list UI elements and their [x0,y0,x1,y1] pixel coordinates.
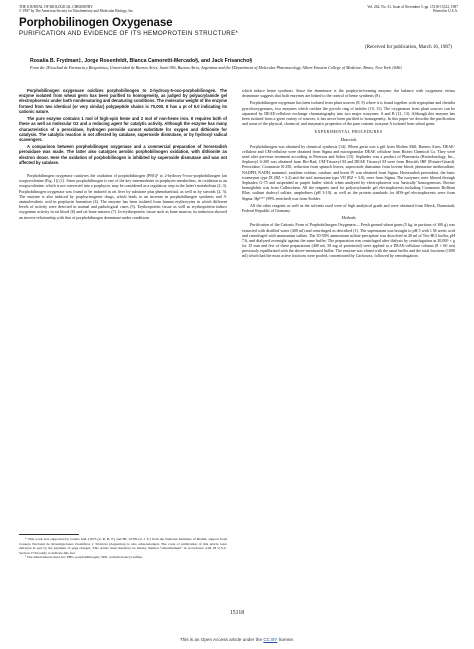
subsection-heading-materials: Materials [340,136,357,142]
abstract-paragraph: Porphobilinogen oxygenase oxidizes porphobilinogen to 2-hydroxy-5-oxo-porphobilinogen. The enzyme isolated from wheat germ has been purified to homogeneity, as judged by polyacrylamide gel electrophoresis under both nondenaturing and denaturing conditions. The molecular weight of the enzyme formed from two identical (or very similar) polypeptide chains is 70,000. It has a pI of 9.0 indicating its cationic nature. [19,88,227,114]
license-suffix: license. [278,637,295,642]
subsection-heading-methods: Methods [341,215,356,221]
copyright-line: © 1987 by The American Society for Biochemistry and Molecular Biology, Inc. [19,9,134,14]
article-subtitle: PURIFICATION AND EVIDENCE OF ITS HEMOPROTEIN STRUCTURE* [19,30,239,37]
journal-header [19,5,219,14]
journal-name: THE JOURNAL OF BIOLOGICAL CHEMISTRY [19,5,93,9]
license-link[interactable]: CC BY [263,637,278,642]
right-column [242,88,455,261]
footnotes [19,537,227,560]
footnote-funding: * This work was supported by Grants GM-11973 (to R. B. F.) and HL-12359 (to J. F.) from the National Institutes of Health, support from Consejo Nacional de Investigaciones Científicas y Técnicas (Argentina) is also acknowledged. The costs of publication of this article were defrayed in part by the payment of page charges. This article must therefore be hereby marked "advertisement" in accordance with 18 U.S.C. Section 1734 solely to indicate this fact. [19,537,227,555]
printed-line: Printed in U.S.A. [433,9,458,14]
intro-paragraph: Porphobilinogen oxygenase catalyzes the oxidation of porphobilinogen (PBG)¹ to 2-hydroxy-5-oxo-porphobilinogen (an oxopyrrolenine (Fig. 1)) (1). Since porphobilinogen is one of the key intermediates in porphyrin metabolism, its oxidation to an oxopyrrolenine, which is not converted into a porphyrin, may be considered as a regulatory step in the latter's metabolism (2, 3). Porphobilinogen oxygenase was found to be induced in rat liver by substrate plus phenobarbital, as well as by steroids (2, 3). The enzyme is also induced by porphyrinogenic drugs, which leads to an increase in porphobilinogen synthesis and 5-aminolevulinic acid in porphyrin formation (4). The enzyme has been isolated from human erythrocytes in which different levels of activity were detected in normal and pathological cases (5). Erythropoietic tissue as well as erythropoietin induce oxygenase activity in rat blood (6) and rat bone marrow (7). In erythropoietic tissue such as bone marrow, its induction showed an inverse relationship with that of porphobilinogen deaminase under conditions [19,173,227,220]
materials-paragraph: Porphobilinogen was obtained by chemical synthesis (14). Wheat germ was a gift from Molino Mill, Buenos Aires. DEAE-cellulose and CM-cellulose were obtained from Sigma and microgranular DEAE cellulose from Bioteo Chemical Co. They were used after previous treatment according to Peterson and Sober (15). Sephadex was a product of Pharmacia (Biotechnology, Inc., Sephacryl S-200 was obtained from Bio-Rad, CM-Trisacryl M and DEAE Trisacryl M were from Réactifs IBF (Pointet-Girard). Peroxidase, Coomassie R-250, reduction from spinach leaves, superoxide dismutase from bovine blood, phenazine methosulfate, NADPH, NADH, mannitol, xanthine oxidase, catalase, and horse IV was obtained from Sigma. Horseradish peroxidase, the basic isoenzyme type IX (RZ = 3.2) and the acid isoenzyme type VII (RZ = 3.0), were from Sigma. The isozymes were filtered through Sephadex G-75 and suspended in purple buffer which when analyzed by electrophoresis was 'basically' homogeneous. Bovine hemoglobin was from Calbiochem. All the reagents used for polyacrylamide gel electrophoresis including Coomassie Brilliant Blue, sodium dodecyl sulfate, ampholines (pH 3-10), as well as the protein standards for SDS-gel electrophoresis were from Sigma. Hp¹⁵⁷⁰ (99% enriched) was from Stohler. [242,143,455,201]
intro-paragraph: Porphobilinogen oxygenase has been isolated from plant sources (8, 9) where it is found together with tryptophan and chenilia pyrrolooxygenases, two enzymes which oxidize the pyrrole ring of indoles (10, 11). The oxygenases from plant sources can be separated by DEAE-cellulose exchange chromatography into two major isozymes: A and B (12, 13). Although this enzyme has been isolated from a great variety of sources, it has never been purified to homogeneity. In this paper we describe the purification and some of the physical, chemical, and enzymatic properties of the pure cationic isozyme A isolated from wheat germ. [242,100,455,127]
page-number: 15118 [229,610,245,616]
article-title: Porphobilinogen Oxygenase [19,17,173,29]
abstract-paragraph: The pure enzyme contains 1 mol of high-spin heme and 2 mol of non-heme iron. It requires both of these as well as molecular O2 and a reducing agent for catalytic activity. Although the enzyme has many characteristics of a peroxidase, hydrogen peroxide cannot substitute for oxygen and dithionite for catalysis. The catalytic reaction is not affected by catalase, superoxide dismutase, or by hydroxyl radical scavengers. [19,116,227,142]
author-affiliation: From the ‡Facultad de Farmacia y Bioquímica, Universidad de Buenos Aires, Junín 956, Buenos Aires, Argentina and the §Department of Molecular Pharmacology, Albert Einstein College of Medicine, Bronx, New York 10461 [30,65,403,70]
volume-header [278,5,458,14]
abstract-paragraph: A comparison between porphobilinogen oxygenase and a commercial preparation of horseradish peroxidase was made. The latter also catalyzes aerobic porphobilinogen oxidation, with dithionite as electron donor. Here the oxidation of porphobilinogen is inhibited by superoxide dismutase and was not affected by catalase. [19,144,227,165]
received-date: (Received for publication, March 16, 1987) [364,45,452,50]
volume-line: Vol. 262, No. 31, Issue of November 5, pp. 15118-15122, 1987 [367,5,458,9]
footnote-abbreviations: ¹ The abbreviations used are: PBG, porphobilinogen; SDS, sodium dodecyl sulfate. [25,555,143,560]
license-footer [0,637,474,642]
intro-continuation: which induce heme synthesis. Since the deaminase is the porphyrin-forming enzyme, the balance with oxygenase versus deaminase suggests that both enzymes are linked to the control of heme synthesis (8). [242,88,455,99]
methods-paragraph: Purification of the Cationic Form of Porphobilinogen Oxygenase— Fresh ground wheat germ (5 kg, in portions of 100 g) was extracted with distilled water (400 ml) and centrifuged as described (1). The supernatant was brought to pH 5 with 1 M acetic acid and centrifuged with ammonium sulfate. The 30-50% ammonium sulfate precipitate was dissolved in 40 ml of Tris-HCl buffer, pH 7.6, and dialyzed overnight against the same buffer. The preparation was centrifuged after dialysis by centrifugation at 20,000 × g for 15 min and few of these preparations (400 ml, 30 mg of protein/ml) were applied to a DEAE-cellulose column (8 × 60 cm) previously equilibrated with the above-mentioned buffer. The enzyme was eluted with the same buffer and the total fractions (1000 ml) which had the most active fractions were pooled, concentrated by Carbowax, followed by centrifugation, [242,222,455,259]
materials-paragraph: All the other reagents as well as the solvents used were of high analytical grade and were obtained from Merck, Darmstadt, Federal Republic of Germany. [242,202,455,213]
license-prefix: This is an Open Access article under the [179,637,263,642]
section-heading-experimental: EXPERIMENTAL PROCEDURES [314,129,383,135]
author-list: Rosalía B. Frydman‡, Jorge Rosenfeldt, Blanca Camoretti-Mercado§, and Jack Frisancho§ [30,58,253,64]
left-column [19,88,227,222]
footnote-rule [19,534,79,535]
